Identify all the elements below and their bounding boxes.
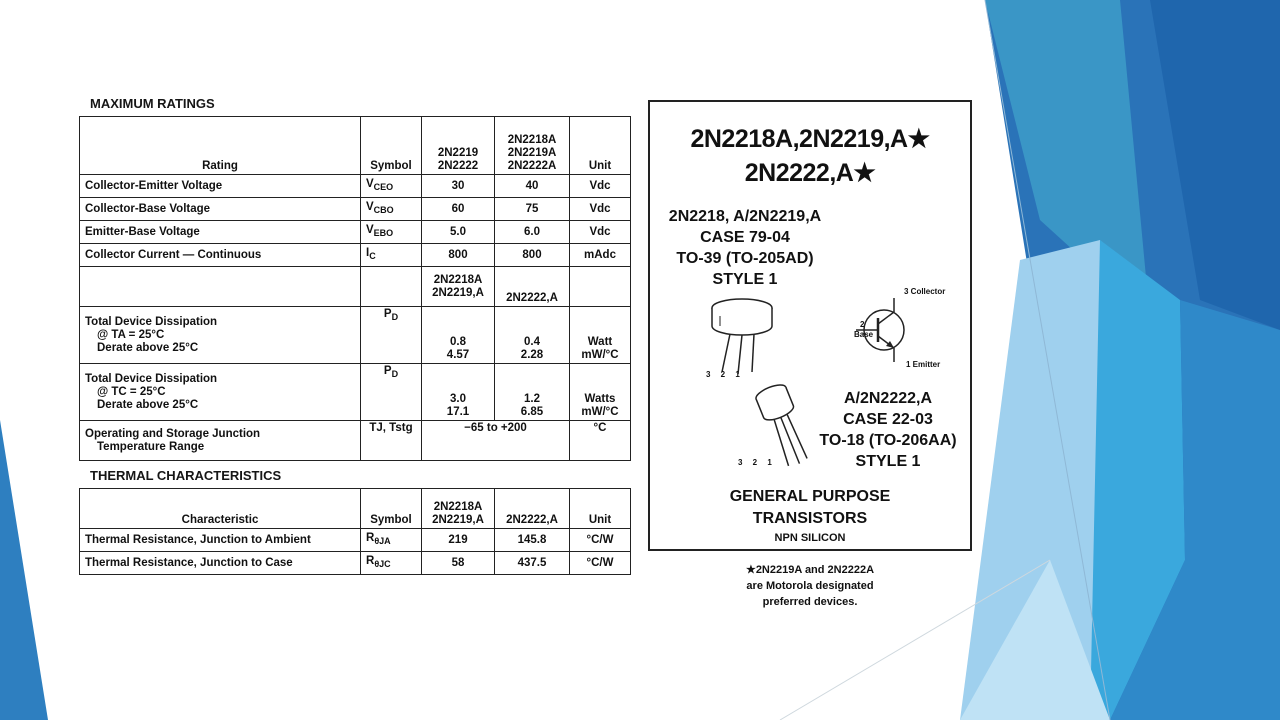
value-col1 (422, 307, 495, 364)
table-row (80, 221, 631, 244)
left-accent-shape (0, 420, 48, 720)
subheader-col1-line: 2N2218A (433, 273, 483, 286)
case2-line: TO-18 (TO-206AA) (819, 432, 957, 449)
symbol-main: V (366, 178, 374, 190)
symbol-main: R (366, 532, 375, 544)
note-line: are Motorola designated (746, 580, 874, 592)
value-col1: 58 (422, 552, 495, 575)
symbol-main: I (366, 247, 370, 259)
symbol-sub: θJC (374, 559, 391, 569)
case2-line: A/2N2222,A (843, 390, 933, 407)
to39-package-icon (702, 290, 782, 382)
case1-line: CASE 79-04 (700, 229, 790, 246)
header-col2-line: 2N2218A (507, 134, 557, 146)
unit-cell: mAdc (570, 244, 631, 267)
npn-silicon-label: NPN SILICON (774, 532, 846, 544)
rating-cell (80, 307, 361, 364)
pin-base-number: 2 (860, 320, 865, 329)
symbol-main: V (366, 224, 374, 236)
symbol-sub: EBO (373, 228, 394, 238)
rating-cell: Collector Current — Continuous (80, 244, 361, 267)
subheader-col1-line: 2N2219,A (432, 286, 484, 299)
table-row (80, 175, 631, 198)
preferred-devices-note (700, 562, 920, 610)
header-col1-line: 2N2222 (437, 160, 479, 172)
header-col2: 2N2222,A (495, 489, 570, 529)
rating-cell: Collector-Emitter Voltage (80, 175, 361, 198)
unit-line: Watt (587, 336, 613, 348)
header-col2-line: 2N2222A (507, 160, 557, 172)
header-col2-line: 2N2219A (507, 147, 557, 159)
case2-block (806, 388, 970, 472)
panel-title-line2: 2N2222,A★ (744, 159, 876, 187)
symbol-cell (361, 364, 422, 421)
value-col1: 219 (422, 529, 495, 552)
rating-line: Total Device Dissipation (85, 315, 218, 328)
header-col1 (422, 489, 495, 529)
case2-line: CASE 22-03 (843, 411, 933, 428)
value-col1 (422, 364, 495, 421)
value-line: 0.8 (450, 336, 466, 348)
header-characteristic: Characteristic (80, 489, 361, 529)
value-line: 0.4 (524, 336, 540, 348)
rating-cell: Emitter-Base Voltage (80, 221, 361, 244)
header-rating: Rating (80, 117, 361, 175)
unit-cell: Vdc (570, 198, 631, 221)
case1-block (650, 206, 840, 290)
symbol-sub: CEO (373, 182, 394, 192)
rating-line: @ TA = 25°C (97, 328, 165, 341)
symbol-cell (361, 552, 422, 575)
value-col1: 800 (422, 244, 495, 267)
table-row (80, 244, 631, 267)
case2-line: STYLE 1 (855, 453, 921, 470)
symbol-main: R (366, 555, 375, 567)
table-row (80, 198, 631, 221)
panel-title-line1: 2N2218A,2N2219,A★ (690, 125, 930, 153)
value-col2: 6.0 (495, 221, 570, 244)
table-row (80, 307, 631, 364)
symbol-sub: D (391, 369, 399, 379)
table-row (80, 552, 631, 575)
symbol-main: P (383, 365, 392, 377)
value-col1: 5.0 (422, 221, 495, 244)
symbol-cell (361, 198, 422, 221)
subheader-col2: 2N2222,A (495, 267, 570, 307)
characteristic-cell: Thermal Resistance, Junction to Ambient (80, 529, 361, 552)
header-col1-line: 2N2219 (437, 147, 479, 159)
table-header-row (80, 117, 631, 175)
device-panel (648, 100, 972, 551)
symbol-sub: C (369, 251, 376, 261)
value-col2 (495, 364, 570, 421)
characteristic-cell: Thermal Resistance, Junction to Case (80, 552, 361, 575)
panel-footer (650, 486, 970, 530)
footer-line: GENERAL PURPOSE (729, 488, 891, 505)
note-line: preferred devices. (762, 596, 858, 608)
value-col2: 437.5 (495, 552, 570, 575)
value-line: 3.0 (450, 393, 466, 405)
rating-line: Temperature Range (97, 440, 205, 453)
case1-line: TO-39 (TO-205AD) (676, 250, 814, 267)
table-row (80, 421, 631, 461)
rating-cell (80, 421, 361, 461)
header-unit: Unit (570, 489, 631, 529)
footer-line: TRANSISTORS (752, 510, 868, 527)
empty-cell (80, 267, 361, 307)
rating-line: Derate above 25°C (97, 341, 199, 354)
unit-cell (570, 307, 631, 364)
table-header-row (80, 489, 631, 529)
header-symbol: Symbol (361, 117, 422, 175)
value-line: 1.2 (524, 393, 540, 405)
value-col2: 145.8 (495, 529, 570, 552)
header-col1-line: 2N2218A (433, 501, 483, 513)
subheader-col1 (422, 267, 495, 307)
pin-collector-label: 3 Collector (904, 287, 946, 296)
symbol-sub: CBO (373, 205, 394, 215)
unit-cell: Vdc (570, 175, 631, 198)
thermal-title: THERMAL CHARACTERISTICS (90, 468, 282, 483)
symbol-sub: D (391, 312, 399, 322)
header-unit: Unit (570, 117, 631, 175)
symbol-main: P (383, 308, 392, 320)
value-line: 2.28 (520, 349, 544, 361)
header-symbol: Symbol (361, 489, 422, 529)
unit-cell (570, 364, 631, 421)
symbol-main: V (366, 201, 374, 213)
rating-line: Derate above 25°C (97, 398, 199, 411)
symbol-cell (361, 244, 422, 267)
header-col2 (495, 117, 570, 175)
rating-line: @ TC = 25°C (97, 385, 166, 398)
temperature-value: −65 to +200 (422, 421, 570, 461)
rating-line: Total Device Dissipation (85, 372, 218, 385)
symbol-sub: θJA (374, 536, 391, 546)
max-ratings-title: MAXIMUM RATINGS (90, 96, 215, 111)
value-col1: 30 (422, 175, 495, 198)
value-col2: 40 (495, 175, 570, 198)
header-col1 (422, 117, 495, 175)
npn-symbol-icon (840, 290, 920, 370)
rating-line: Operating and Storage Junction (85, 427, 261, 440)
empty-cell (361, 267, 422, 307)
unit-cell: Vdc (570, 221, 631, 244)
table-row (80, 364, 631, 421)
rating-cell (80, 364, 361, 421)
rating-cell: Collector-Base Voltage (80, 198, 361, 221)
value-line: 17.1 (446, 406, 470, 418)
value-col1: 60 (422, 198, 495, 221)
to39-leads-label: 3 2 1 (706, 370, 744, 379)
value-col2 (495, 307, 570, 364)
case1-line: STYLE 1 (712, 271, 778, 288)
value-col2: 800 (495, 244, 570, 267)
unit-line: Watts (584, 393, 616, 405)
to18-leads-label: 3 2 1 (738, 458, 776, 467)
unit-cell: °C (570, 421, 631, 461)
unit-line: mW/°C (581, 349, 619, 361)
empty-cell (570, 267, 631, 307)
unit-cell: °C/W (570, 529, 631, 552)
pin-base-label: Base (854, 330, 874, 339)
symbol-cell: TJ, Tstg (361, 421, 422, 461)
value-line: 6.85 (520, 406, 544, 418)
header-col1-line: 2N2219,A (432, 514, 484, 526)
table-row (80, 529, 631, 552)
note-line: ★2N2219A and 2N2222A (745, 564, 875, 576)
case1-line: 2N2218, A/2N2219,A (668, 208, 822, 225)
symbol-cell (361, 307, 422, 364)
max-ratings-table (79, 116, 631, 461)
unit-line: mW/°C (581, 406, 619, 418)
symbol-cell (361, 175, 422, 198)
subheader-row (80, 267, 631, 307)
unit-cell: °C/W (570, 552, 631, 575)
value-line: 4.57 (446, 349, 470, 361)
value-col2: 75 (495, 198, 570, 221)
symbol-cell (361, 221, 422, 244)
thermal-table (79, 488, 631, 575)
pin-emitter-label: 1 Emitter (906, 360, 941, 369)
symbol-cell (361, 529, 422, 552)
